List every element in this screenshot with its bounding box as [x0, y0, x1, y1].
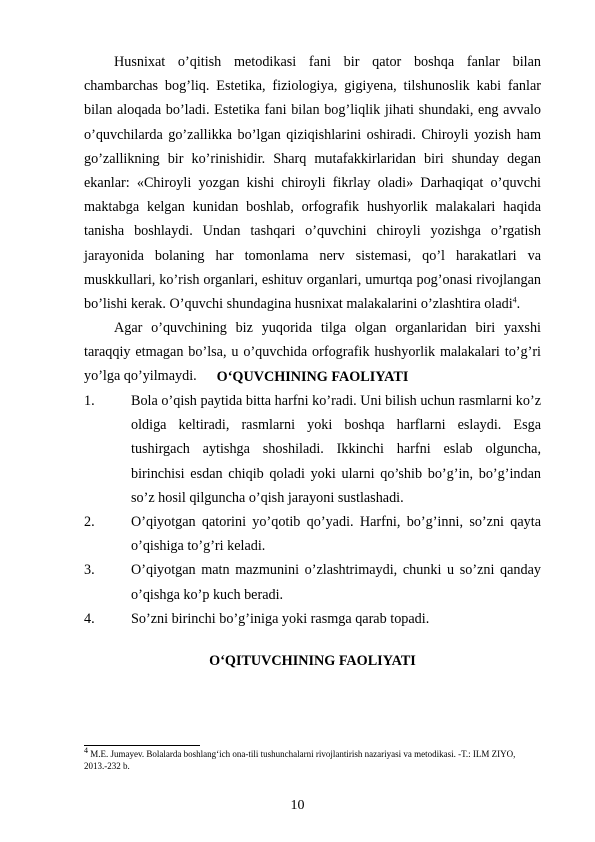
list-item — [84, 607, 541, 631]
footnote — [84, 748, 544, 772]
list-item — [84, 510, 541, 558]
footnote-divider — [84, 745, 200, 746]
list-item-text: O’qiyotgan qatorini yo’qotib qo’yadi. Harfni, bo’g’inni, so’zni qayta o’qishiga to’g’ri keladi. — [131, 514, 541, 555]
body-paragraph-2: Agar o’quvchining biz yuqorida tilga olgan organlaridan biri yaxshi taraqqiy etmagan bo’lsa, u o’quvchida orfografik hushyorlik malakalari to’g’ri yo’lga qo’yilmaydi. — [84, 320, 541, 385]
list-item — [84, 389, 541, 510]
section-heading-teacher-activity: O‘QITUVCHINING FAOLIYATI — [209, 653, 416, 669]
body-paragraph-1: Husnixat o’qitish metodikasi fani bir qator boshqa fanlar bilan chambarchas bog’liq. Estetika, fiziologiya, gigiyena, tilshunoslik kabi fanlar bilan aloqada bo’ladi. Estetika fani bilan bog’liqlik jihati shundaki, eng avvalo o’quvchilarda go’zallikka bo’lgan qiziqishlarini oshiradi. Chiroyli yozish ham go’zallikning bir ko’rinishidir. Sharq mutafakkirlaridan biri shunday degan ekanlar: «Chiroyli yozgan kishi chiroyli fikrlay oladi» Darhaqiqat o’quvchi maktabga kelgan kunidan boshlab, orfografik hushyorlik malakalari haqida tanisha boshlaydi. Undan tashqari o’quvchini chiroyli yozishga o’rgatish jarayonida bolaning har tomonlama nerv sistemasi, qo’l harakatlari va muskkullari, ko’rish organlari, eshituv organlari, umurtqa pog’onasi rivojlangan bo’lishi kerak. O’quvchi shundagina husnixat malakalarini o’zlashtira oladi$^4$. — [84, 54, 541, 313]
list-item-text: So’zni birinchi bo’g’iniga yoki rasmga qarab topadi. — [131, 610, 430, 627]
list-item-number: 3. — [84, 562, 95, 579]
list-item-text: O’qiyotgan matn mazmunini o’zlashtrimaydi, chunki u so’zni qanday o’qishga ko’p kuch beradi. — [131, 562, 541, 603]
footnote-text: M.E. Jumayev. Bolalarda boshlang‘ich ona-tili tushunchalarni rivojlantirish nazariyasi va metodikasi. -T.: ILM ZIYO, 2013.-232 b. — [84, 749, 516, 771]
list-item-number: 2. — [84, 514, 95, 531]
footnote-number: 4 — [84, 746, 88, 755]
section-heading-pupil-activity: O‘QUVCHINING FAOLIYATI — [216, 369, 409, 385]
list-item-number: 1. — [84, 393, 95, 409]
footnote-reference[interactable]: 4 — [512, 295, 517, 305]
pupil-activity-list — [84, 389, 541, 631]
list-item — [84, 558, 541, 606]
page-number: 10 — [290, 798, 305, 813]
paragraph-1-text: Husnixat o’qitish metodikasi fani bir qator boshqa fanlar bilan chambarchas bog’liq. Estetika, fiziologiya, gigiyena, tilshunoslik kabi fanlar bilan aloqada bo’ladi. Estetika fani bilan bog’liqlik jihati shundaki, eng avvalo o’quvchilarda go’zallikka bo’lgan qiziqishlarini oshiradi. Chiroyli yozish ham go’zallikning bir ko’rinishidir. Sharq mutafakkirlaridan biri shunday degan ekanlar: «Chiroyli yozgan kishi chiroyli fikrlay oladi» Darhaqiqat o’quvchi maktabga kelgan kunidan boshlab, orfografik hushyorlik malakalari haqida tanisha boshlaydi. Undan tashqari o’quvchini chiroyli yozishga o’rgatish jarayonida bolaning har tomonlama nerv sistemasi, qo’l harakatlari va muskkullari, ko’rish organlari, eshituv organlari, umurtqa pog’onasi rivojlangan bo’lishi kerak. O’quvchi shundagina husnixat malakalarini o’zlashtira oladi — [84, 54, 541, 313]
list-item-number: 4. — [84, 610, 95, 627]
list-item-text: Bola o’qish paytida bitta harfni ko’radi. Uni bilish uchun rasmlarni ko’z oldiga keltiradi, rasmlarni yoki boshqa harflarni eslaydi. Esga tushirgach aytishga shoshiladi. Ikkinchi harfni eslab olguncha, birinchisi esdan chiqib qoladi yoki ularni qo’shib bo’g’in, bo’g’indan so’z hosil qilguncha o’qish jarayoni sustlashadi. — [131, 393, 541, 506]
